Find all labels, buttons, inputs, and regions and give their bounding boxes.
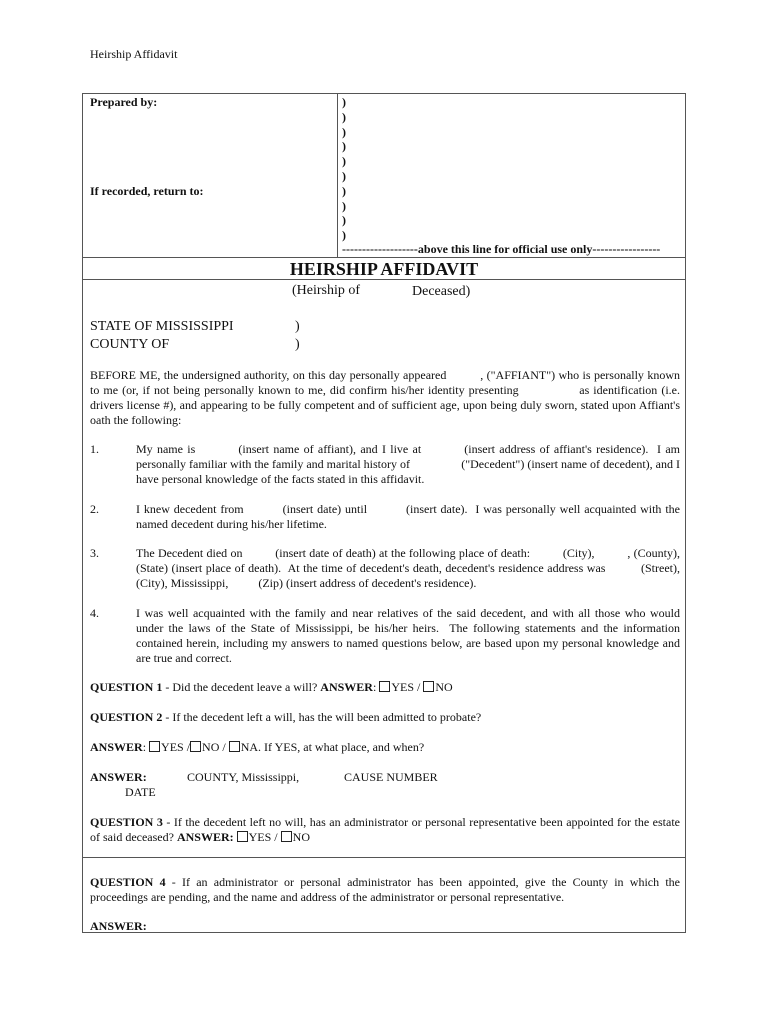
q2-na-checkbox[interactable] bbox=[229, 741, 240, 752]
q3-yes-checkbox[interactable] bbox=[237, 831, 248, 842]
question-4 bbox=[90, 875, 680, 905]
q2-na-label: NA. If YES, at what place, and when? bbox=[240, 740, 425, 754]
venue-county: COUNTY OF bbox=[90, 337, 170, 352]
return-to-label: If recorded, return to: bbox=[90, 184, 204, 198]
question-2-text: - If the decedent left a will, has the will been admitted to probate? bbox=[162, 710, 482, 724]
q2-no-checkbox[interactable] bbox=[190, 741, 201, 752]
q4-answer-label: ANSWER bbox=[90, 919, 143, 933]
question-3-answer-label: ANSWER bbox=[176, 830, 230, 844]
q2-county-field: COUNTY, Mississippi, bbox=[187, 770, 300, 784]
official-use-line: -------------------above this line for official use only----------------- bbox=[342, 242, 661, 256]
venue-state: STATE OF MISSISSIPPI bbox=[90, 319, 234, 334]
q4-answer-colon: : bbox=[142, 919, 147, 933]
q2-answer2-line bbox=[90, 770, 147, 785]
item-text-2: I knew decedent from (insert date) until (insert date). I was personally well acquainted with the named decedent during his/her lifetime. bbox=[136, 502, 683, 531]
question-2 bbox=[90, 710, 481, 725]
question-1 bbox=[90, 680, 453, 695]
q3-yes-label: YES / bbox=[248, 830, 278, 844]
item-text-4: I was well acquainted with the family and near relatives of the said decedent, and with all those who would under the laws of the State of Mississippi, be his/her heirs. The following statements and the information contained herein, including my answers to named questions below, are based upon my personal knowledge and are true and correct. bbox=[136, 606, 683, 665]
q2-cause-number-field: CAUSE NUMBER bbox=[344, 770, 438, 784]
recording-parens: ) ) ) ) ) ) ) ) ) ) bbox=[342, 95, 346, 243]
question-1-text: - Did the decedent leave a will? bbox=[162, 680, 321, 694]
document-header: Heirship Affidavit bbox=[90, 47, 178, 61]
intro-paragraph: BEFORE ME, the undersigned authority, on this day personally appeared , ("AFFIANT") who is personally known to me (or, if not being personally known to me, did confirm his/her identity presenting as identification (i.e. drivers license #), and appearing to be fully competent and of sufficient age, upon being duly sworn, stated upon Affiant's oath the following: bbox=[90, 368, 683, 427]
q2-answer2-label: ANSWER bbox=[90, 770, 143, 784]
q2-date-field: DATE bbox=[125, 785, 156, 799]
question-1-label: QUESTION 1 bbox=[90, 680, 163, 694]
subtitle-prefix: (Heirship of bbox=[292, 283, 361, 298]
venue-paren-1: ) bbox=[295, 319, 300, 334]
q2-yes-label: YES / bbox=[161, 740, 191, 754]
q3-no-label: NO bbox=[292, 830, 310, 844]
q1-yes-label: YES / bbox=[391, 680, 421, 694]
question-4-text: - If an administrator or personal administrator has been appointed, give the County in which the proceedings are pending, and the name and address of the administrator or personal representative. bbox=[90, 875, 680, 904]
recording-box-divider bbox=[337, 93, 338, 258]
question-1-answer-label: ANSWER bbox=[320, 680, 373, 694]
item-number-3: 3. bbox=[90, 546, 99, 560]
q2-answer-label: ANSWER bbox=[90, 740, 143, 754]
item-number-4: 4. bbox=[90, 606, 99, 620]
question-4-label: QUESTION 4 bbox=[90, 875, 166, 889]
item-text-3: The Decedent died on (insert date of death) at the following place of death: (City), , (County), (State) (insert place of death). At the time of decedent's death, decedent's residence address was (Street), (City), Mississippi, (Zip) (insert address of decedent's residence). bbox=[136, 546, 710, 590]
question-3-colon: : bbox=[229, 830, 237, 844]
question-3 bbox=[90, 815, 683, 845]
rule-above-title bbox=[82, 257, 686, 258]
question-2-label: QUESTION 2 bbox=[90, 710, 163, 724]
prepared-by-label: Prepared by: bbox=[90, 95, 158, 109]
subtitle-suffix: Deceased) bbox=[412, 284, 471, 299]
question-1-colon: : bbox=[372, 680, 377, 694]
question-3-text: - If the decedent left no will, has an administrator or personal representative been appointed for the estate of said deceased? bbox=[90, 815, 683, 844]
rule-before-question-4 bbox=[82, 857, 686, 858]
item-text-1: My name is (insert name of affiant), and I live at (insert address of affiant's residence). I am personally familiar with the family and marital history of ("Decedent") (insert name of decedent), and I have personal knowledge of the facts stated in this affidavit. bbox=[136, 442, 683, 486]
question-3-label: QUESTION 3 bbox=[90, 815, 163, 829]
q1-no-checkbox[interactable] bbox=[423, 681, 434, 692]
q2-no-label: NO / bbox=[202, 740, 226, 754]
item-number-1: 1. bbox=[90, 442, 99, 456]
q2-answer-colon: : bbox=[142, 740, 150, 754]
q2-yes-checkbox[interactable] bbox=[149, 741, 160, 752]
q3-no-checkbox[interactable] bbox=[281, 831, 292, 842]
venue-paren-2: ) bbox=[295, 337, 300, 352]
question-2-answer bbox=[90, 740, 424, 755]
q4-answer bbox=[90, 919, 147, 934]
item-number-2: 2. bbox=[90, 502, 99, 516]
page-title: HEIRSHIP AFFIDAVIT bbox=[289, 259, 479, 279]
q1-no-label: NO bbox=[435, 680, 453, 694]
q1-yes-checkbox[interactable] bbox=[379, 681, 390, 692]
q2-answer2-colon: : bbox=[142, 770, 147, 784]
